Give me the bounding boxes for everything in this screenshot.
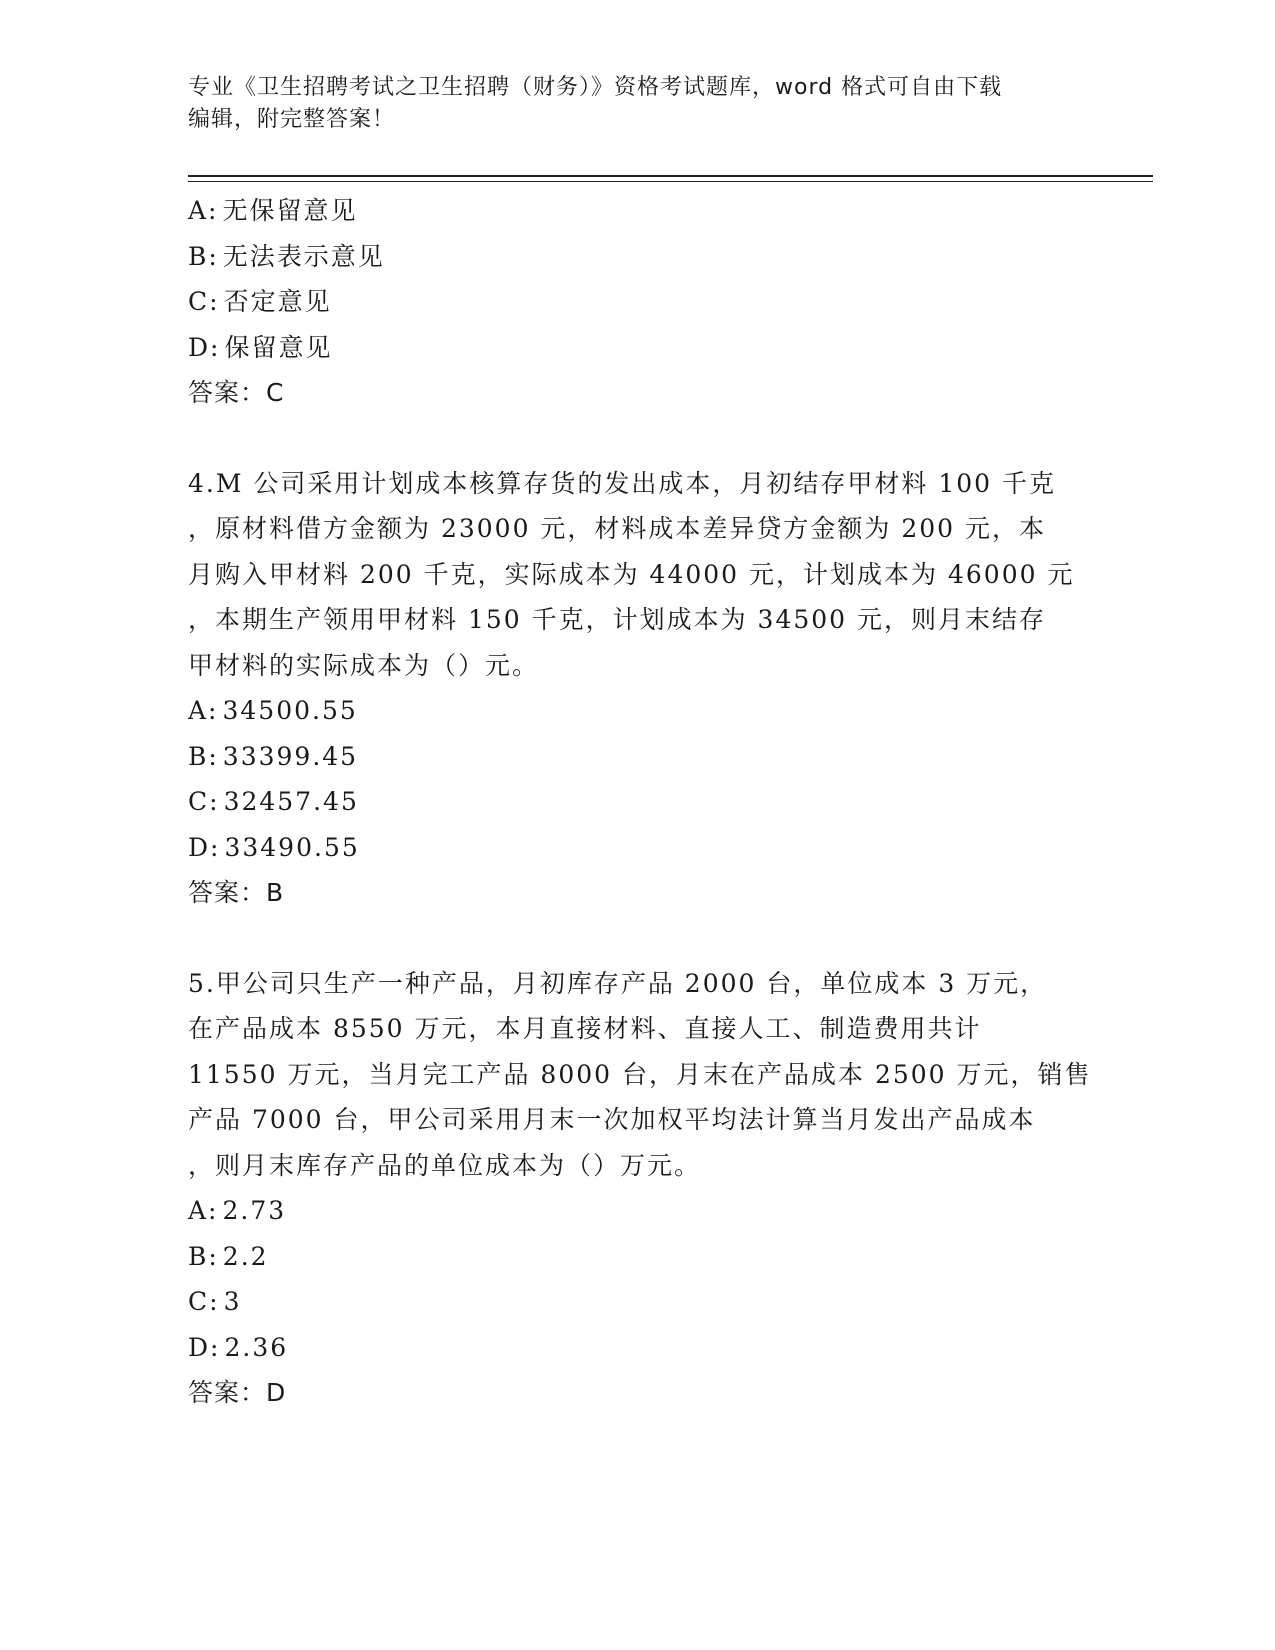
option-label: D:	[188, 832, 221, 862]
answer-line: 答案：C	[188, 378, 285, 407]
question-3	[188, 188, 1088, 416]
question-text-line: 5.甲公司只生产一种产品，月初库存产品 2000 台，单位成本 3 万元，	[188, 968, 1048, 998]
question-text-line: 在产品成本 8550 万元，本月直接材料、直接人工、制造费用共计	[188, 1014, 982, 1043]
option-c	[188, 279, 1088, 325]
question-text-line: 甲材料的实际成本为（）元。	[188, 650, 540, 680]
answer-line: 答案：B	[188, 878, 285, 907]
question-text-line: 11550 万元，当月完工产品 8000 台，月末在产品成本 2500 万元，销售	[188, 1059, 1092, 1089]
option-text: 2.36	[224, 1332, 289, 1362]
option-label: C:	[188, 787, 220, 816]
question-text-line: ，则月末库存产品的单位成本为（）万元。	[188, 1150, 702, 1180]
question-text-line: ，原材料借方金额为 23000 元，材料成本差异贷方金额为 200 元，本	[188, 514, 1047, 543]
option-c	[188, 1279, 1088, 1325]
header-line-2: 编辑，附完整答案！	[188, 107, 396, 132]
option-label: A:	[188, 1196, 219, 1225]
header-divider-thin	[188, 181, 1153, 182]
option-label: B:	[188, 741, 219, 771]
option-text: 无保留意见	[222, 196, 358, 225]
option-label: B:	[188, 1241, 219, 1271]
option-text: 无法表示意见	[222, 241, 385, 271]
question-text-line: 产品 7000 台，甲公司采用月末一次加权平均法计算当月发出产品成本	[188, 1105, 1036, 1134]
option-c	[188, 779, 1088, 825]
option-text: 34500.55	[222, 696, 358, 725]
option-label: C:	[188, 1287, 220, 1316]
option-text: 33490.55	[224, 832, 360, 862]
option-a	[188, 1188, 1088, 1234]
header-divider-thick	[188, 175, 1153, 177]
option-text: 2.73	[222, 1196, 287, 1225]
option-d	[188, 1325, 1088, 1371]
question-4	[188, 461, 1088, 916]
option-text: 32457.45	[223, 787, 359, 816]
option-label: A:	[188, 696, 219, 725]
option-text: 保留意见	[224, 332, 333, 362]
option-text: 3	[223, 1287, 242, 1316]
question-text-line: 月购入甲材料 200 千克，实际成本为 44000 元，计划成本为 46000 元	[188, 559, 1075, 589]
option-a	[188, 688, 1088, 734]
option-text: 2.2	[222, 1241, 269, 1271]
answer-line: 答案：D	[188, 1378, 287, 1407]
option-label: B:	[188, 241, 219, 271]
header-line-1: 专业《卫生招聘考试之卫生招聘（财务）》资格考试题库，word 格式可自由下载	[188, 75, 1003, 100]
option-text: 否定意见	[223, 287, 332, 316]
question-text-line: ，本期生产领用甲材料 150 千克，计划成本为 34500 元，则月末结存	[188, 605, 1047, 634]
option-text: 33399.45	[222, 741, 359, 771]
option-d	[188, 825, 1088, 871]
option-label: C:	[188, 287, 220, 316]
option-label: D:	[188, 1332, 221, 1362]
question-list	[188, 188, 1092, 1416]
question-text-line: 4.M 公司采用计划成本核算存货的发出成本，月初结存甲材料 100 千克	[188, 468, 1057, 498]
option-b	[188, 734, 1088, 780]
question-5	[188, 961, 1092, 1416]
option-d	[188, 325, 1088, 371]
option-label: A:	[188, 196, 219, 225]
option-b	[188, 1234, 1088, 1280]
option-a	[188, 188, 1088, 234]
option-label: D:	[188, 332, 221, 362]
option-b	[188, 234, 1088, 280]
document-header	[188, 72, 1088, 136]
